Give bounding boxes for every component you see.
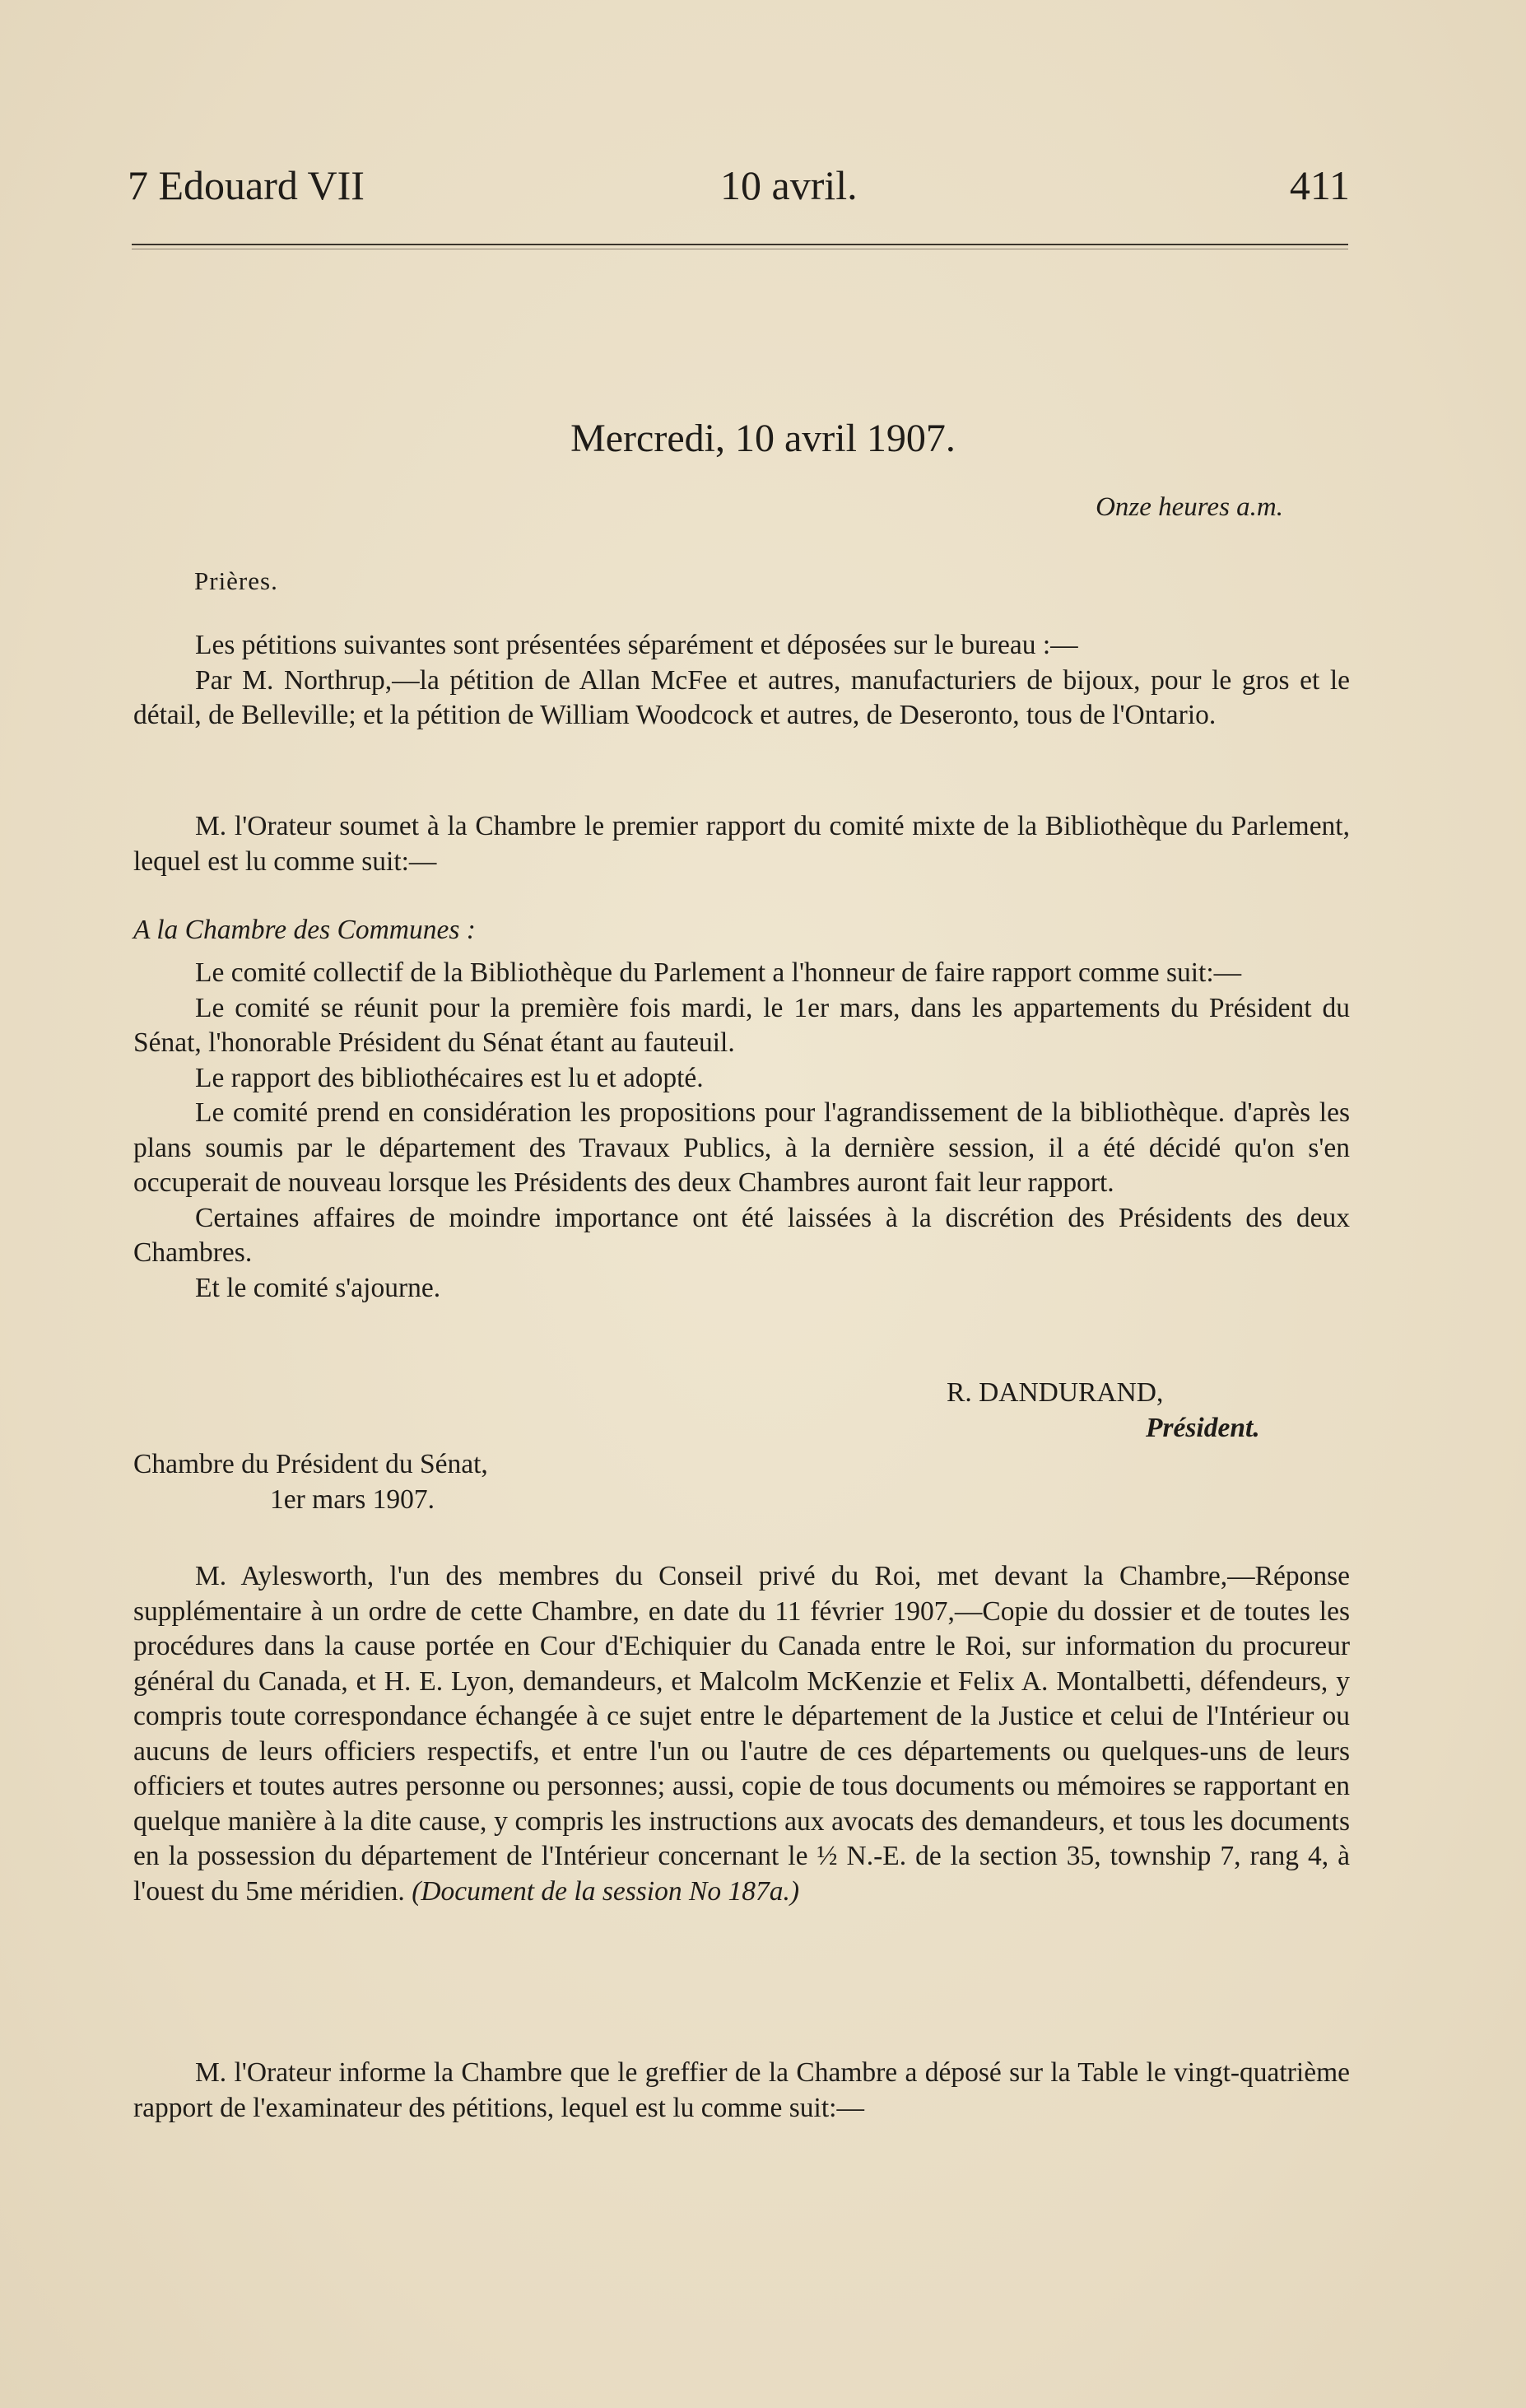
prayers-heading: Prières. (194, 566, 278, 595)
paragraph (133, 1559, 1350, 1909)
paragraph: M. l'Orateur informe la Chambre que le greffier de la Chambre a déposé sur la Table le vingt-quatrième rapport de l'examinateur des pétitions, lequel est lu comme suit:— (133, 2057, 1350, 2123)
signature-date: 1er mars 1907. (270, 1484, 435, 1515)
petitions-block (133, 628, 1350, 734)
header-regnal-year: 7 Edouard VII (128, 162, 365, 208)
signature-place: Chambre du Président du Sénat, (133, 1449, 488, 1479)
sessional-document-ref: (Document de la session No 187a.) (412, 1875, 799, 1907)
paragraph: Le comité prend en considération les propositions pour l'agrandissement de la bibliothèque. d'après les plans soumis par le département des Travaux Publics, à la dernière session, il a été décidé qu'on s'en occuperait de nouveau lorsque les Présidents des deux Chambres auront fait leur rapport. (133, 1097, 1350, 1198)
library-report-intro (133, 809, 1350, 879)
paragraph: Et le comité s'ajourne. (195, 1272, 441, 1303)
report-address: A la Chambre des Communes : (133, 915, 476, 945)
clerk-report (133, 2056, 1350, 2126)
signature-name: R. DANDURAND, (947, 1377, 1164, 1408)
paragraph: Le comité collectif de la Bibliothèque du Parlement a l'honneur de faire rapport comme suit:— (195, 957, 1242, 988)
library-report-body (133, 956, 1350, 1306)
paragraph: Le comité se réunit pour la première fois mardi, le 1er mars, dans les appartements du Président du Sénat, l'honorable Président du Sénat étant au fauteuil. (133, 992, 1350, 1058)
paragraph: Certaines affaires de moindre importance ont été laissées à la discrétion des Présidents des deux Chambres. (133, 1202, 1350, 1268)
header-date: 10 avril. (720, 162, 858, 208)
signature-role: Président. (1146, 1413, 1260, 1443)
paragraph: Les pétitions suivantes sont présentées séparément et déposées sur le bureau :— (195, 630, 1078, 660)
paragraph: Par M. Northrup,—la pétition de Allan McFee et autres, manufacturiers de bijoux, pour le gros et le détail, de Belleville; et la pétition de William Woodcock et autres, de Deseronto, tous de l'Ontario. (133, 664, 1350, 730)
paragraph: M. l'Orateur soumet à la Chambre le premier rapport du comité mixte de la Bibliothèque du Parlement, lequel est lu comme suit:— (133, 811, 1350, 877)
running-head (128, 161, 1350, 211)
page-title: Mercredi, 10 avril 1907. (570, 417, 956, 460)
paragraph-text: M. Aylesworth, l'un des membres du Conseil privé du Roi, met devant la Chambre,—Réponse supplémentaire à un ordre de cette Chambre, en date du 11 février 1907,—Copie du dossier et de toutes les procédures dans la cause portée en Cour d'Echiquier du Canada entre le Roi, sur information du procureur général du Canada, et H. E. Lyon, demandeurs, et Malcolm McKenzie et Felix A. Montalbetti, défendeurs, y compris toute correspondance échangée à ce sujet entre le département de la Justice et celui de l'Intérieur ou aucuns de leurs officiers respectifs, et entre l'un ou l'autre de ces départements ou quelques-uns de leurs officiers et toutes autres personne ou personnes; aussi, copie de tous documents ou mémoires se rapportant en quelque manière à la dite cause, y compris les instructions aux avocats des demandeurs, et tous les documents en la possession du département de l'Intérieur concernant le ½ N.-E. de la section 35, township 7, rang 4, à l'ouest du 5me méridien. (133, 1561, 1350, 1907)
page-number: 411 (1289, 162, 1350, 208)
header-rule (132, 244, 1348, 245)
paragraph: Le rapport des bibliothécaires est lu et adopté. (195, 1062, 704, 1093)
sitting-time: Onze heures a.m. (1096, 492, 1283, 522)
aylesworth-return (133, 1559, 1350, 1909)
